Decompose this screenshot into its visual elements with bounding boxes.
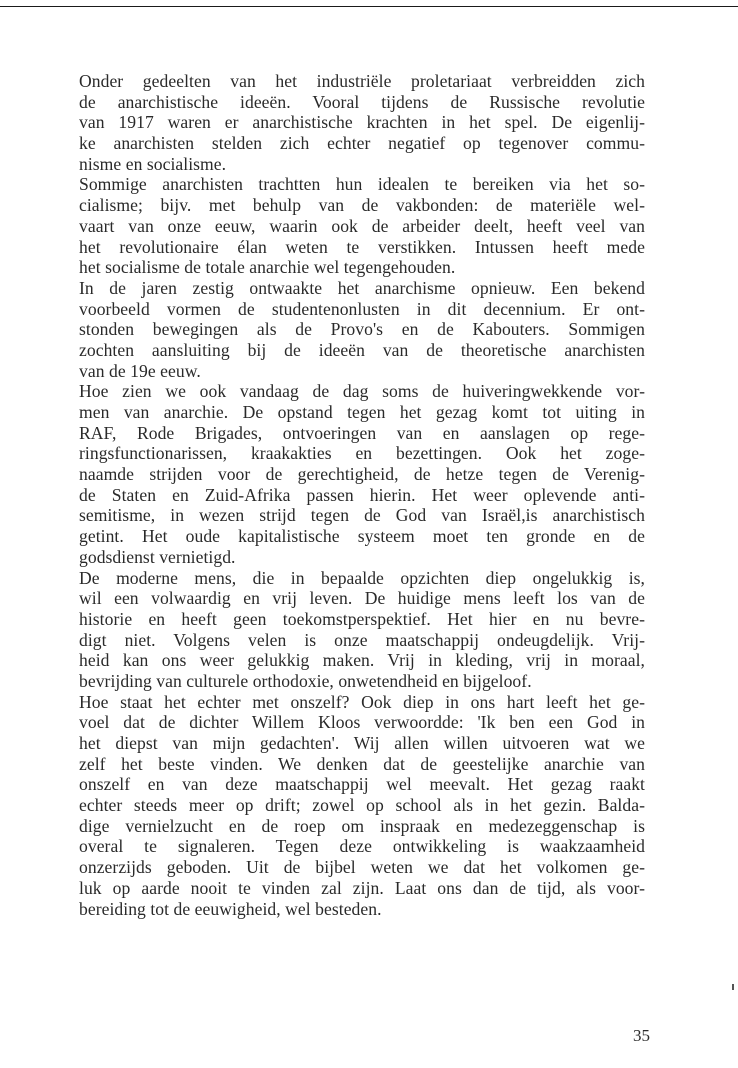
text-line: getint. Het oude kapitalistische systeem moet ten gronde en de: [79, 526, 645, 547]
text-line: dige vernielzucht en de roep om inspraak en medezeggenschap is: [79, 815, 645, 836]
text-line: heid kan ons weer gelukkig maken. Vrij in kleding, vrij in moraal,: [79, 650, 645, 671]
text-line: Hoe zien we ook vandaag de dag soms de huiveringwekkende vor-: [79, 381, 645, 402]
text-line: men van anarchie. De opstand tegen het gezag komt tot uiting in: [79, 402, 645, 422]
header-rule: [0, 6, 738, 7]
text-line: digt niet. Volgens velen is onze maatschappij ondeugdelijk. Vrij-: [79, 629, 645, 650]
text-line: De moderne mens, die in bepaalde opzichten diep ongelukkig is,: [79, 567, 645, 588]
text-line: naamde strijden voor de gerechtigheid, de hetze tegen de Verenig-: [79, 464, 645, 485]
text-line: overal te signaleren. Tegen deze ontwikkeling is waakzaamheid: [79, 836, 645, 857]
page-number: 35: [633, 1026, 650, 1045]
text-line: semitisme, in wezen strijd tegen de God van Israël,is anarchistisch: [79, 505, 645, 526]
body-text: [79, 71, 645, 919]
text-line: vaart van onze eeuw, waarin ook de arbeider deelt, heeft veel van: [79, 215, 645, 236]
text-line: Sommige anarchisten trachtten hun idealen te bereiken via het so-: [79, 174, 645, 195]
margin-mark: [732, 984, 734, 990]
text-line: van 1917 waren er anarchistische krachten in het spel. De eigenlij-: [79, 112, 645, 133]
text-line: cialisme; bijv. met behulp van de vakbonden: de materiële wel-: [79, 195, 645, 216]
text-line: zochten aansluiting bij de ideeën van de theoretische anarchisten: [79, 339, 645, 360]
text-line: voorbeeld vormen de studentenonlusten in dit decennium. Er ont-: [79, 298, 645, 319]
text-line: het diepst van mijn gedachten'. Wij allen willen uitvoeren wat we: [79, 733, 645, 753]
text-line: de Staten en Zuid-Afrika passen hierin. Het weer oplevende anti-: [79, 484, 645, 505]
text-line: wil een volwaardig en vrij leven. De huidige mens leeft los van de: [79, 588, 645, 609]
text-line: echter steeds meer op drift; zowel op school als in het gezin. Balda-: [79, 795, 645, 816]
text-line: het revolutionaire élan weten te verstikken. Intussen heeft mede: [79, 236, 645, 257]
text-line: historie en heeft geen toekomstperspektief. Het hier en nu bevre-: [79, 608, 645, 629]
text-line: onszelf en van deze maatschappij wel meevalt. Het gezag raakt: [79, 774, 645, 795]
text-line: stonden bewegingen als de Provo's en de Kabouters. Sommigen: [79, 319, 645, 340]
text-line: bevrijding van culturele orthodoxie, onwetendheid en bijgeloof.: [79, 670, 532, 691]
text-line: Onder gedeelten van het industriële proletariaat verbreidden zich: [79, 71, 645, 91]
text-line: RAF, Rode Brigades, ontvoeringen van en aanslagen op rege-: [79, 422, 645, 443]
text-line: onzerzijds geboden. Uit de bijbel weten we dat het volkomen ge-: [79, 857, 645, 878]
text-line: luk op aarde nooit te vinden zal zijn. Laat ons dan de tijd, als voor-: [79, 877, 645, 898]
text-line: van de 19e eeuw.: [79, 360, 201, 381]
text-line: Hoe staat het echter met onszelf? Ook diep in ons hart leeft het ge-: [79, 691, 645, 712]
text-line: godsdienst vernietigd.: [79, 546, 236, 567]
text-line: bereiding tot de eeuwigheid, wel besteden.: [79, 898, 382, 919]
text-line: de anarchistische ideeën. Vooral tijdens de Russische revolutie: [79, 91, 645, 112]
text-line: In de jaren zestig ontwaakte het anarchisme opnieuw. Een bekend: [79, 277, 645, 298]
text-line: het socialisme de totale anarchie wel tegengehouden.: [79, 257, 456, 278]
text-line: nisme en socialisme.: [79, 153, 227, 174]
text-line: ke anarchisten stelden zich echter negatief op tegenover commu-: [79, 133, 645, 154]
text-line: zelf het beste vinden. We denken dat de geestelijke anarchie van: [79, 753, 645, 774]
text-line: voel dat de dichter Willem Kloos verwoordde: 'Ik ben een God in: [79, 712, 645, 733]
text-line: ringsfunctionarissen, kraakakties en bezettingen. Ook het zoge-: [79, 443, 645, 464]
